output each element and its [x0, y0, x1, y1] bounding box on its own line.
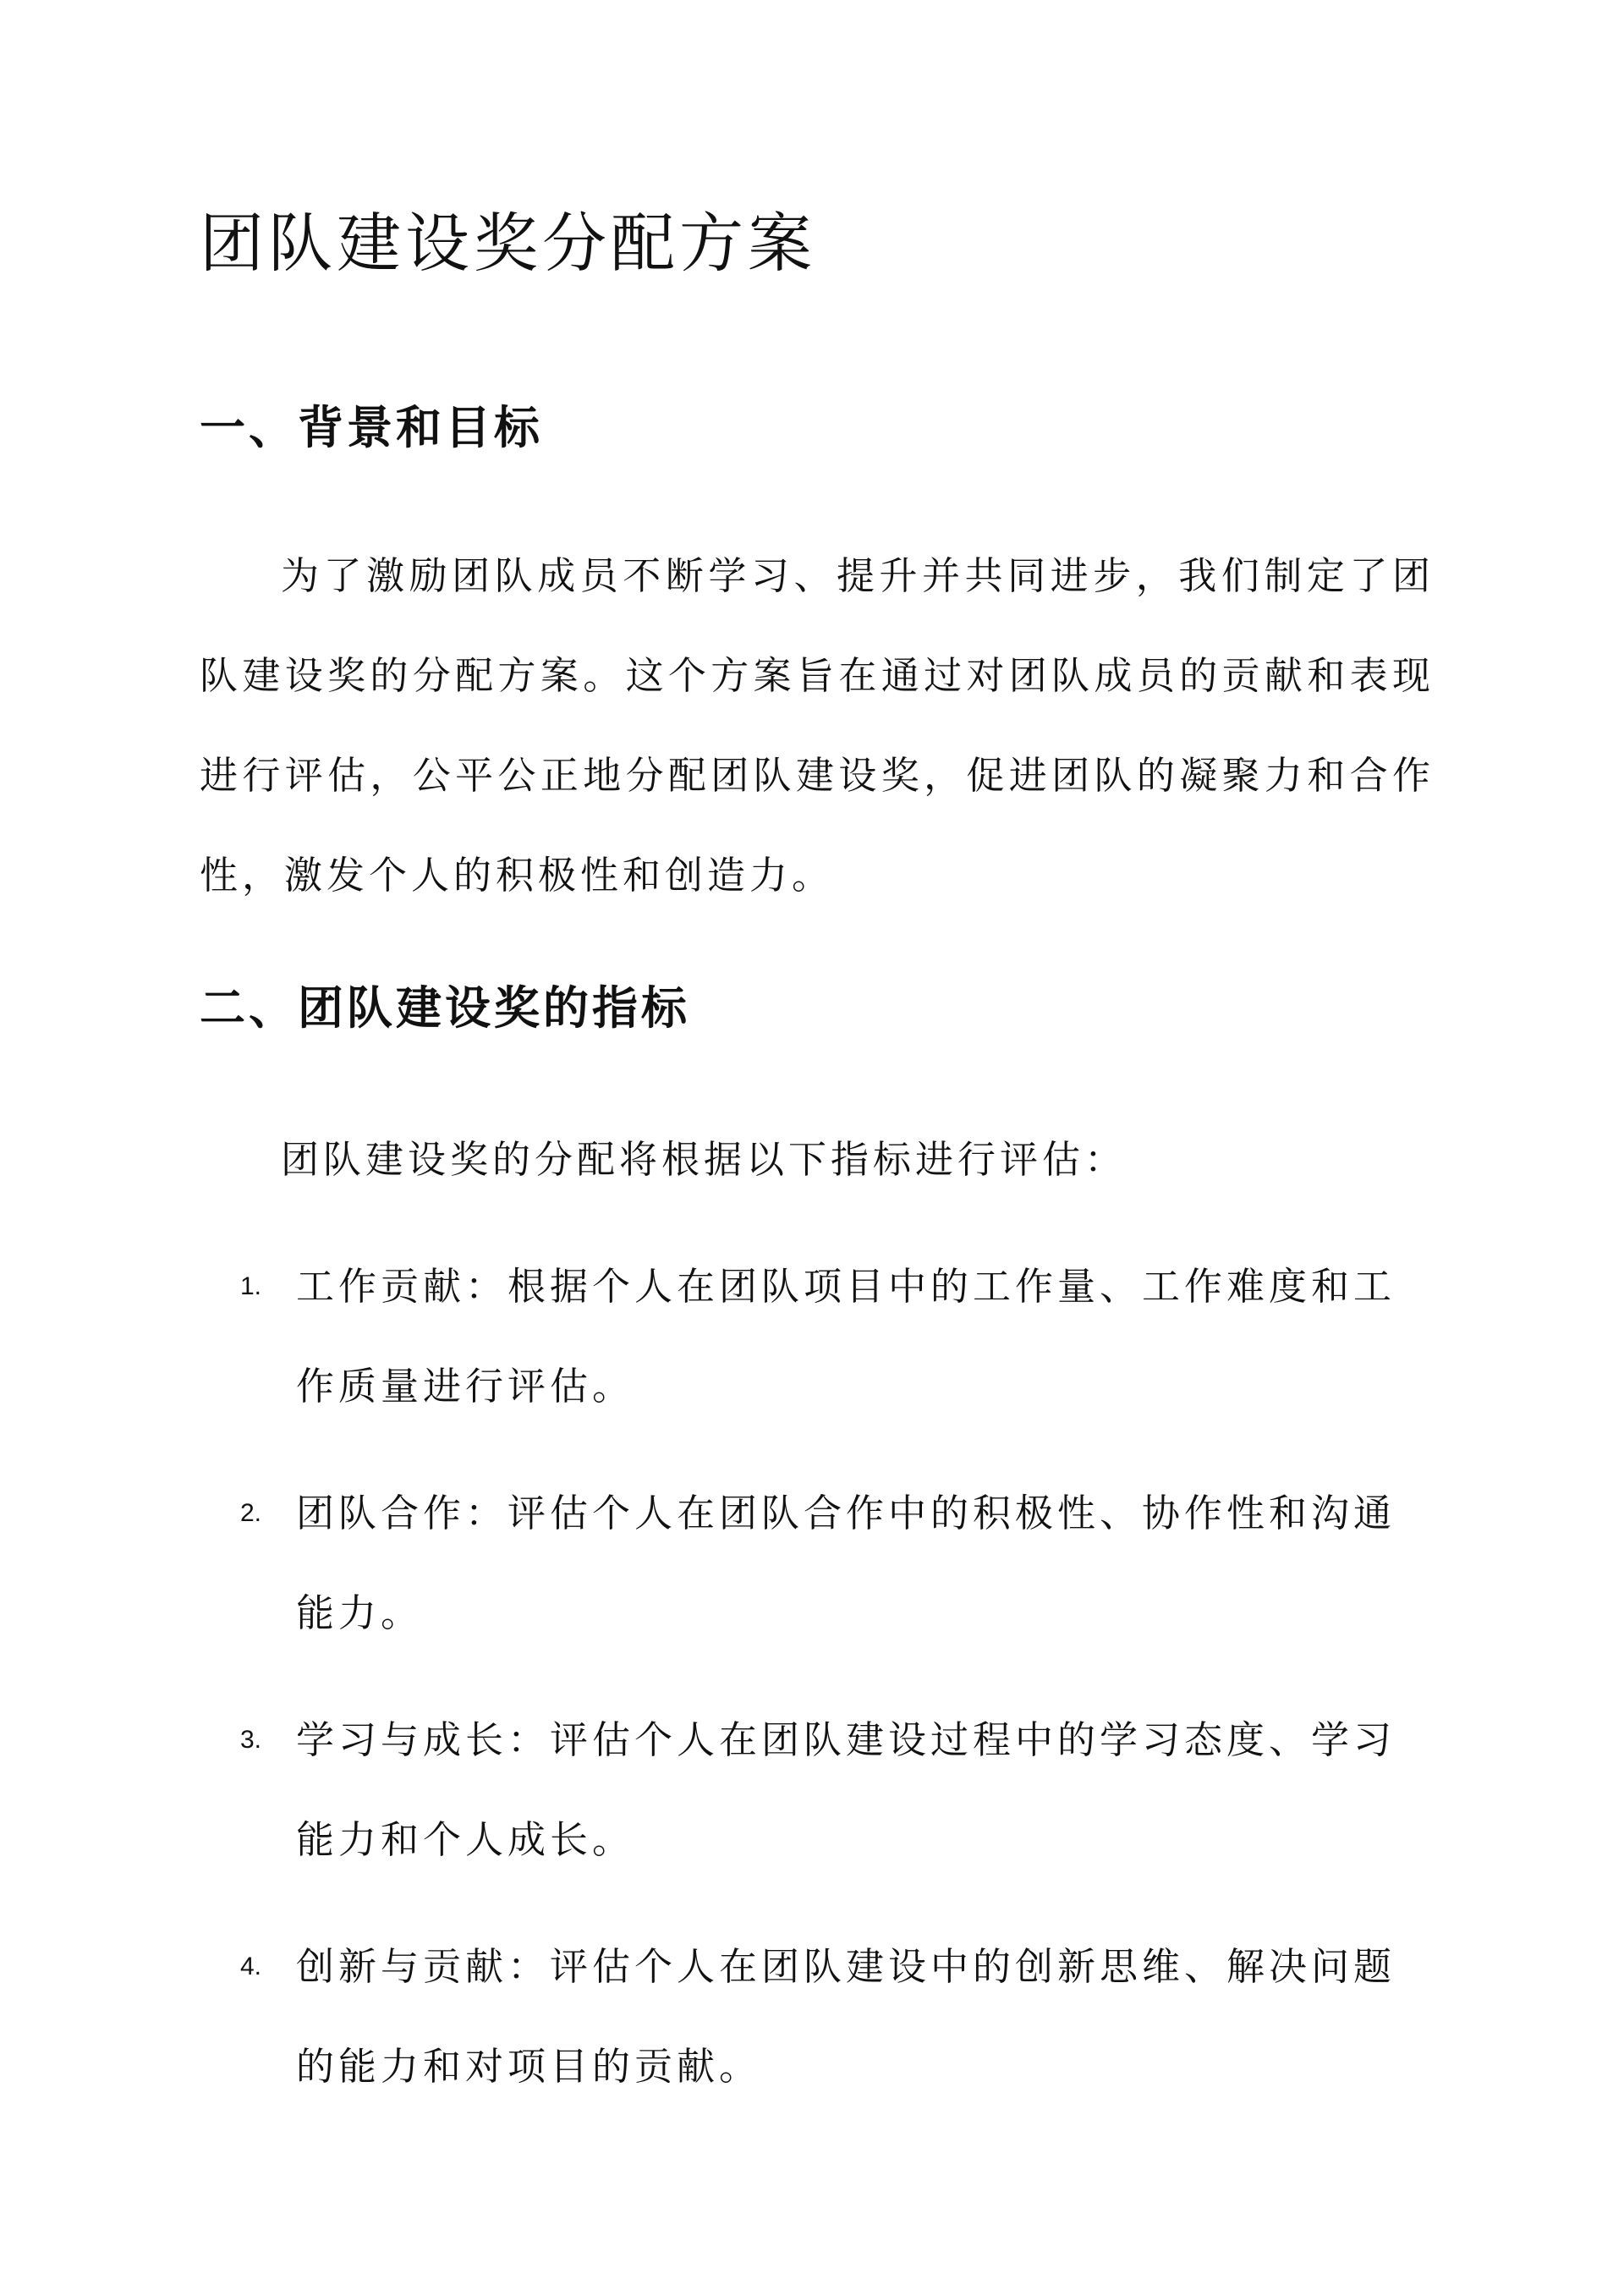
list-item-number: 4.	[240, 1953, 262, 1980]
document-title: 团队建设奖分配方案	[200, 206, 816, 281]
list-item-text: 创新与贡献：评估个人在团队建设中的创新思维、解决问题的能力和对项目的贡献。	[296, 1944, 1396, 2089]
list-item-text: 团队合作：评估个人在团队合作中的积极性、协作性和沟通能力。	[296, 1491, 1396, 1635]
indicators-intro: 团队建设奖的分配将根据以下指标进行评估：	[281, 1137, 1127, 1182]
list-item-number: 2.	[240, 1499, 262, 1527]
list-item-number: 1.	[240, 1272, 262, 1300]
list-item-number: 3.	[240, 1726, 262, 1754]
list-item-text: 学习与成长：评估个人在团队建设过程中的学习态度、学习能力和个人成长。	[296, 1717, 1396, 1862]
background-paragraph: 为了激励团队成员不断学习、提升并共同进步，我们制定了团队建设奖的分配方案。这个方案旨在通过对团队成员的贡献和表现进行评估，公平公正地分配团队建设奖，促进团队的凝聚力和合作性，激发个人的积极性和创造力。	[200, 553, 1435, 898]
section-heading-background: 一、背景和目标	[200, 401, 543, 454]
section-heading-indicators: 二、团队建设奖的指标	[200, 981, 690, 1035]
list-item-text: 工作贡献：根据个人在团队项目中的工作量、工作难度和工作质量进行评估。	[296, 1264, 1396, 1409]
